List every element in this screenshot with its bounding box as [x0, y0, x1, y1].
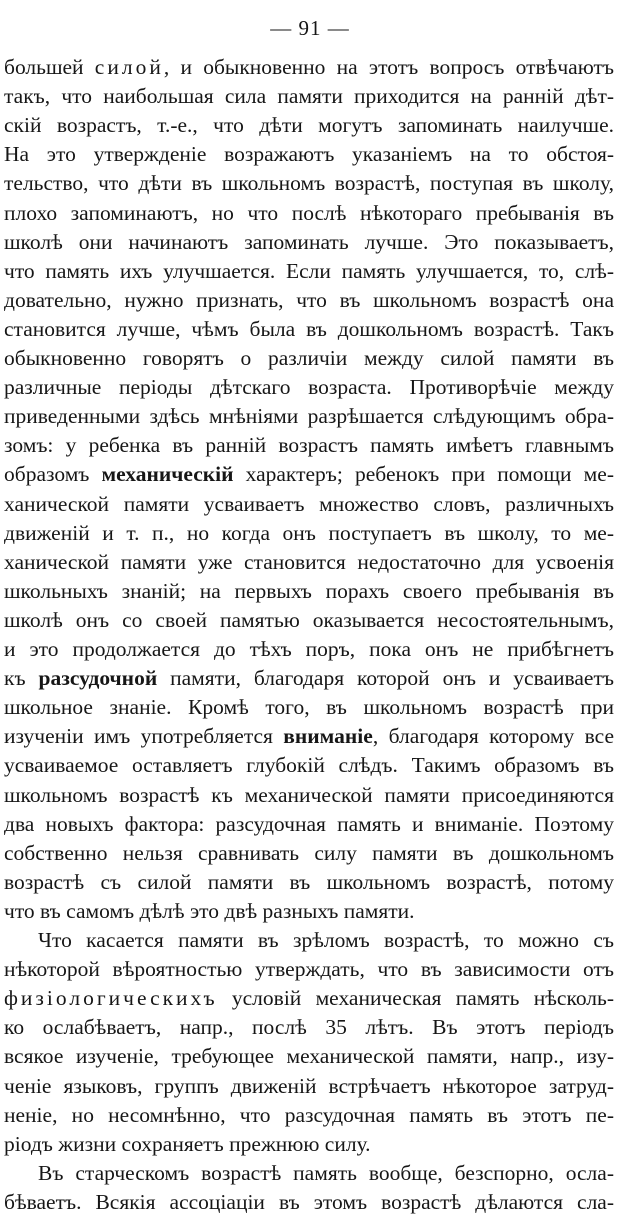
text-run: различные перiоды дѣтскаго возраста. Противорѣчiе между — [4, 375, 614, 400]
text-run: Что касается памяти въ зрѣломъ возрастѣ, то можно съ — [38, 928, 614, 952]
text-line — [4, 1187, 614, 1217]
text-line — [4, 750, 614, 780]
text-run: , благодаря которому все — [372, 724, 614, 749]
text-line — [4, 489, 614, 519]
text-run: , и обыкновенно на этотъ вопросъ отвѣчаютъ — [163, 55, 614, 79]
text-line — [4, 634, 614, 664]
text-run: зомъ: у ребенка въ раннiй возрастъ память имѣетъ главнымъ — [4, 433, 614, 458]
text-run: усваиваемое оставляетъ глубокiй слѣдъ. Такимъ образомъ въ — [4, 753, 614, 778]
page-number: — 91 — — [270, 16, 350, 40]
text-run: всякое изученiе, требующее механической памяти, напр., изу- — [4, 1044, 614, 1069]
text-run: На это утвержденiе возражаютъ указанiемъ на то обстоя- — [4, 142, 614, 167]
text-line — [4, 605, 614, 635]
text-line — [4, 954, 614, 984]
text-run: школѣ они начинаютъ запоминать лучше. Это показываетъ, — [4, 229, 614, 254]
text-run: плохо запоминаютъ, но что послѣ нѣкотораго пребыванiя въ — [4, 200, 614, 225]
text-line — [4, 401, 614, 431]
text-run: памяти, благодаря которой онъ и усваиваетъ — [157, 666, 614, 691]
text-line — [4, 52, 614, 82]
text-run: школьныхъ знанiй; на первыхъ порахъ своего пребыванiя въ — [4, 578, 614, 603]
text-run: что въ самомъ дѣлѣ это двѣ разныхъ памяти. — [4, 898, 415, 923]
text-line — [4, 1041, 614, 1071]
text-line — [4, 198, 614, 228]
text-run: собственно нельзя сравнивать силу памяти въ дошкольномъ — [4, 840, 614, 865]
text-line — [38, 925, 614, 955]
bold-term: механическiй — [101, 462, 234, 487]
text-line — [4, 227, 614, 257]
spaced-term: физiологическихъ — [4, 986, 218, 1011]
text-line — [4, 780, 614, 810]
text-line — [4, 110, 614, 140]
bold-term: вниманiе — [283, 724, 373, 749]
text-line — [4, 1071, 614, 1101]
text-run: нѣкоторой вѣроятностью утверждать, что въ зависимости отъ — [4, 957, 614, 982]
text-line — [4, 139, 614, 169]
text-line — [4, 721, 614, 751]
text-line — [4, 983, 614, 1013]
text-line — [4, 256, 614, 286]
text-run: ненiе, но несомнѣнно, что разсудочная память въ этотъ пе- — [4, 1102, 614, 1127]
text-line — [4, 547, 614, 577]
text-line — [4, 430, 614, 460]
text-run: большей — [4, 55, 95, 79]
text-run: движенiй и т. п., но когда онъ поступаетъ въ школу, то ме- — [4, 520, 614, 545]
text-line — [4, 1129, 614, 1159]
text-line — [4, 576, 614, 606]
text-line — [4, 867, 614, 897]
text-run: школьное знанiе. Кромѣ того, въ школьномъ возрастѣ при — [4, 695, 614, 720]
text-line — [4, 838, 614, 868]
text-run: становится лучше, чѣмъ была въ дошкольномъ возрастѣ. Такъ — [4, 316, 614, 341]
text-line — [4, 809, 614, 839]
text-run: Въ старческомъ возрастѣ память вообще, безспорно, осла- — [38, 1160, 614, 1185]
text-line — [4, 459, 614, 489]
text-line — [4, 518, 614, 548]
text-line — [4, 692, 614, 722]
text-run: обыкновенно говорятъ о различiи между силой памяти въ — [4, 346, 614, 370]
text-run: ханической памяти уже становится недостаточно для усвоенiя — [4, 549, 614, 574]
text-run: школьномъ возрастѣ къ механической памяти присоединяются — [4, 782, 614, 807]
spaced-term: силой — [94, 55, 164, 79]
text-line — [4, 1012, 614, 1042]
text-line — [4, 314, 614, 344]
bold-term: разсудочной — [38, 666, 158, 691]
text-run: ко ослабѣваетъ, напр., послѣ 35 лѣтъ. Въ этотъ перiодъ — [4, 1015, 614, 1040]
text-run: возрастѣ съ силой памяти въ школьномъ возрастѣ, потому — [4, 869, 614, 894]
text-run: школѣ онъ со своей памятью оказывается несостоятельнымъ, — [4, 607, 614, 632]
text-line — [4, 81, 614, 111]
text-line — [4, 1100, 614, 1130]
text-run: ченiе языковъ, группъ движенiй встрѣчаетъ нѣкоторое затруд- — [4, 1073, 614, 1098]
text-line — [4, 663, 614, 693]
text-run: довательно, нужно признать, что въ школьномъ возрастѣ она — [4, 287, 614, 312]
text-line — [4, 343, 614, 373]
text-run: характеръ; ребенокъ при помощи ме- — [233, 462, 614, 487]
text-line — [4, 168, 614, 198]
text-run: къ — [4, 666, 39, 691]
text-line — [4, 372, 614, 402]
text-run: условiй механическая память нѣсколь- — [217, 986, 614, 1011]
text-run: приведенными здѣсь мнѣнiями разрѣшается слѣдующимъ обра- — [4, 404, 614, 429]
text-run: такъ, что наибольшая сила памяти приходится на раннiй дѣт- — [4, 84, 614, 109]
text-run: тельство, что дѣти въ школьномъ возрастѣ, поступая въ школу, — [4, 171, 614, 196]
text-line — [4, 285, 614, 315]
text-run: и это продолжается до тѣхъ поръ, пока онъ не прибѣгнетъ — [4, 637, 614, 661]
text-line — [4, 896, 614, 926]
text-run: изученiи имъ употребляется — [4, 724, 284, 749]
text-run: образомъ — [4, 462, 102, 487]
text-run: что память ихъ улучшается. Если память улучшается, то, слѣ- — [4, 258, 614, 283]
text-line — [38, 1158, 614, 1188]
text-run: бѣваетъ. Всякiя ассоцiацiи въ этомъ возрастѣ дѣлаются сла- — [4, 1189, 614, 1214]
text-run: ханической памяти усваиваетъ множество словъ, различныхъ — [4, 491, 614, 516]
text-run: рiодъ жизни сохраняетъ прежнюю силу. — [4, 1131, 371, 1156]
text-run: скiй возрастъ, т.-е., что дѣти могутъ запоминать наилучше. — [4, 113, 614, 138]
text-run: два новыхъ фактора: разсудочная память и вниманiе. Поэтому — [4, 811, 614, 836]
